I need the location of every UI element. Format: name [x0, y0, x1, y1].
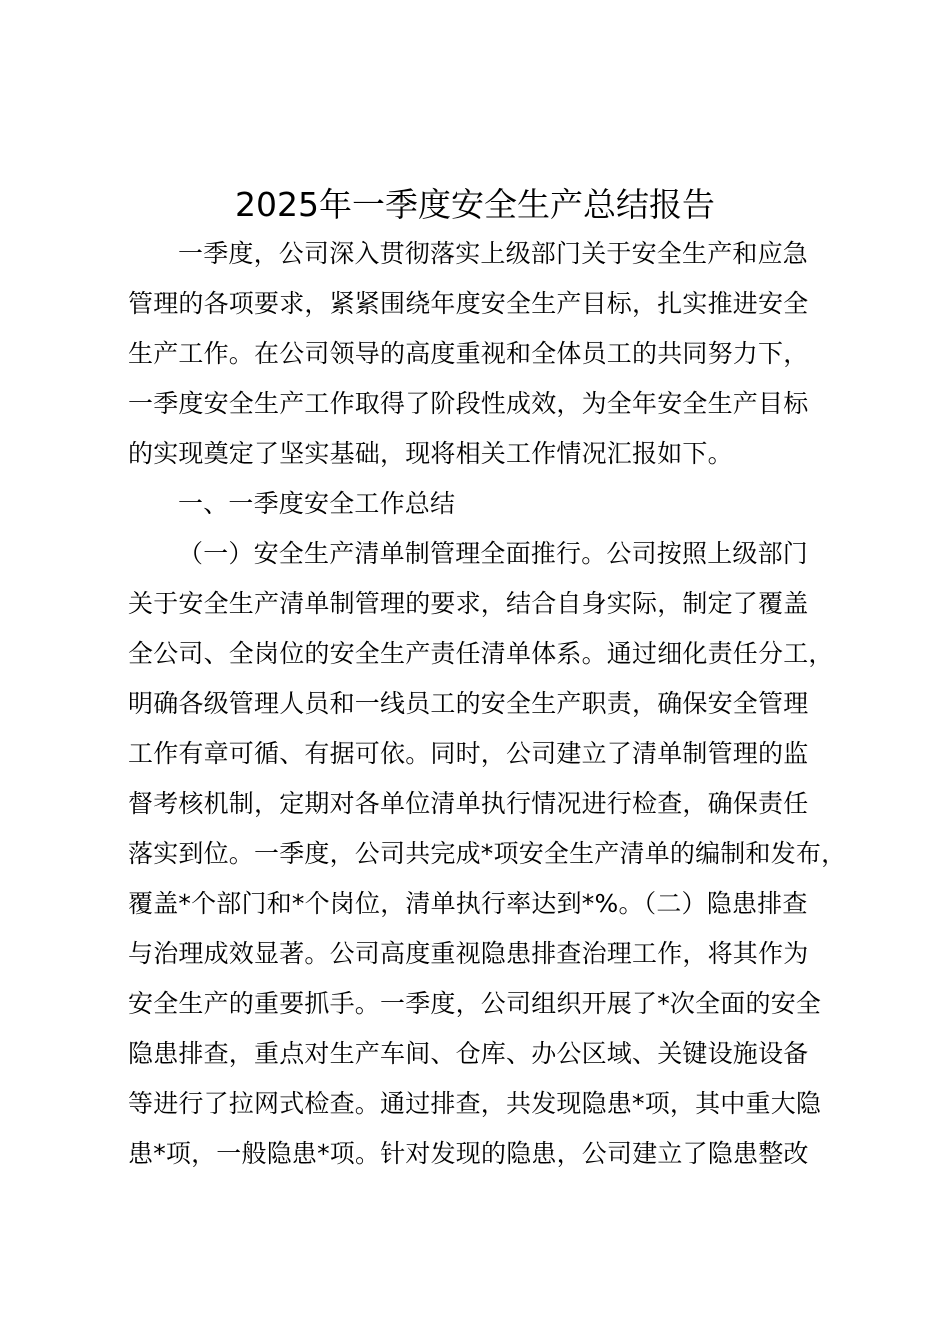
paragraph-line: 与治理成效显著。公司高度重视隐患排查治理工作，将其作为	[128, 939, 809, 968]
paragraph-line: 一季度安全生产工作取得了阶段性成效，为全年安全生产目标	[128, 389, 809, 418]
paragraph-line: 关于安全生产清单制管理的要求，结合自身实际，制定了覆盖	[128, 589, 809, 618]
paragraph-line: 的实现奠定了坚实基础，现将相关工作情况汇报如下。	[128, 439, 733, 468]
paragraph-line: 全公司、全岗位的安全生产责任清单体系。通过细化责任分工，	[128, 639, 834, 668]
paragraph-line: 等进行了拉网式检查。通过排查，共发现隐患*项，其中重大隐	[128, 1089, 822, 1118]
paragraph-line: 明确各级管理人员和一线员工的安全生产职责，确保安全管理	[128, 689, 809, 718]
paragraph-line: 生产工作。在公司领导的高度重视和全体员工的共同努力下，	[128, 339, 809, 368]
paragraph-line: 覆盖*个部门和*个岗位，清单执行率达到*%。（二）隐患排查	[128, 889, 808, 918]
paragraph-line: 患*项，一般隐患*项。针对发现的隐患，公司建立了隐患整改	[128, 1139, 809, 1168]
paragraph-line: 落实到位。一季度，公司共完成*项安全生产清单的编制和发布，	[128, 839, 847, 868]
paragraph-line: 工作有章可循、有据可依。同时，公司建立了清单制管理的监	[128, 739, 809, 768]
document-title: 2025年一季度安全生产总结报告	[235, 185, 715, 224]
paragraph-line: 隐患排查，重点对生产车间、仓库、办公区域、关键设施设备	[128, 1039, 809, 1068]
paragraph-line: 管理的各项要求，紧紧围绕年度安全生产目标，扎实推进安全	[128, 289, 809, 318]
section-heading: 一、一季度安全工作总结	[178, 489, 456, 518]
paragraph-line: 一季度，公司深入贯彻落实上级部门关于安全生产和应急	[178, 239, 809, 268]
paragraph-line: 安全生产的重要抓手。一季度，公司组织开展了*次全面的安全	[128, 989, 822, 1018]
paragraph-line: （一）安全生产清单制管理全面推行。公司按照上级部门	[178, 539, 809, 568]
paragraph-line: 督考核机制，定期对各单位清单执行情况进行检查，确保责任	[128, 789, 809, 818]
